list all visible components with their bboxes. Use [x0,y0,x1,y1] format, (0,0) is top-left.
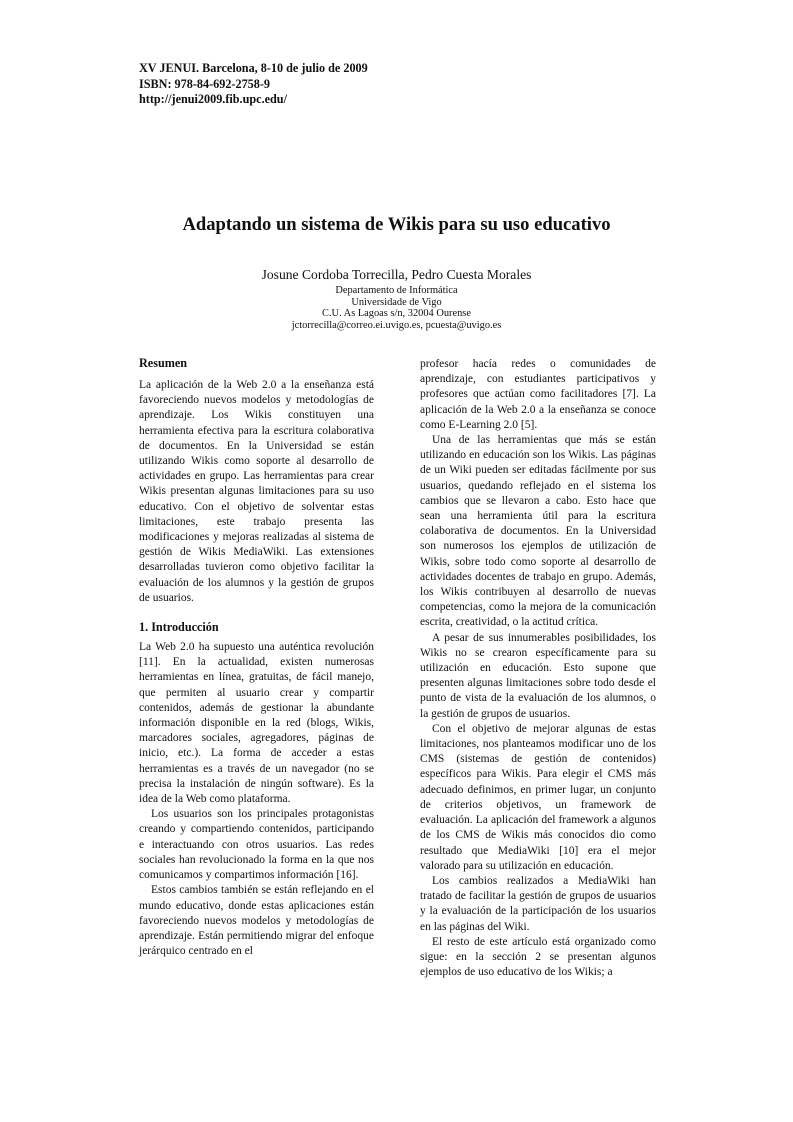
intro-heading: 1. Introducción [139,620,219,635]
department: Departamento de Informática [335,285,458,296]
authors: Josune Cordoba Torrecilla, Pedro Cuesta Morales [261,267,532,282]
body-paragraph-1: profesor hacía redes o comunidades de aprendizaje, con estudiantes participativos y profesores que actúan como facilitadores [7]. La aplicación de la Web 2.0 a la enseñanza se conoce como E-Learning 2.0 [5]. [420,358,656,431]
isbn: ISBN: 978-84-692-2758-9 [139,76,271,91]
abstract-text: La aplicación de la Web 2.0 a la enseñanza está favoreciendo nuevos modelos y metodologías de aprendizaje. Los Wikis constituyen una herramienta efectiva para la escritura colaborativa de documentos. En la Universidad se están utilizando Wikis como soporte al desarrollo de actividades en grupo. Las herramientas para crear Wikis presentan algunas limitaciones para su uso educativo. Con el objetivo de solventar estas limitaciones, este trabajo presenta las modificaciones y mejoras realizadas al sistema de gestión de Wikis MediaWiki. Las extensiones desarrolladas tuvieron como objetivo facilitar la evaluación de los alumnos y la gestión de grupos de usuarios. [139,379,374,604]
intro-paragraph-1: La Web 2.0 ha supuesto una auténtica revolución [11]. En la actualidad, existen numerosas herramientas en línea, gratuitas, de fácil manejo, que permiten al usuario crear y compartir contenidos, además de gestionar la abundante información disponible en la red (blogs, Wikis, marcadores sociales, agregadores, páginas de inicio, etc.). La forma de acceder a estas herramientas es a través de un navegador (no se precisa la instalación de ningún software). Es la idea de la Web como plataforma. [139,641,374,806]
conference-header [139,61,368,108]
paper-title: Adaptando un sistema de Wikis para su uso educativo [182,214,611,235]
address: C.U. As Lagoas s/n, 32004 Ourense [322,308,471,320]
body-paragraph-4: Con el objetivo de mejorar algunas de estas limitaciones, nos planteamos modificar uno de los CMS (sistemas de gestión de contenidos) específicos para Wikis. Para elegir el CMS más adecuado definimos, en primer lugar, un conjunto de criterios objetivos, un framework de evaluación. La aplicación del framework a algunos de los CMS de Wikis más conocidos dio como resultado que MediaWiki [10] era el mejor valorado para su utilización en educación. [420,722,656,872]
body-paragraph-2: Una de las herramientas que más se están utilizando en educación son los Wikis. Las páginas de un Wiki pueden ser editadas fácilmente por sus usuarios, quedando reflejado en el sistema los cambios que se llevaron a cabo. Esto hace que sean una herramienta útil para la escritura colaborativa de documentos. En la Universidad son numerosos los ejemplos de utilización de Wikis, sobre todo como soporte al desarrollo de actividades docentes de trabajo en grupo. Además, los Wikis contribuyen al desarrollo de nuevas competencias, como la mejora de la comunicación escrita, creatividad, o la actitud crítica. [420,434,656,629]
emails: jctorrecilla@correo.ei.uvigo.es, pcuesta@uvigo.es [291,320,502,332]
conference-url: http://jenui2009.fib.upc.edu/ [139,92,287,106]
intro-paragraph-2: Los usuarios son los principales protagonistas creando y compartiendo contenidos, participando e interactuando con otros usuarios. Las redes sociales han revolucionado la forma en la que nos comunicamos y compartimos información [16]. [139,808,374,882]
abstract-heading: Resumen [139,356,188,370]
body-paragraph-5: Los cambios realizados a MediaWiki han tratado de facilitar la gestión de grupos de usuarios y la evaluación de la participación de los usuarios en las páginas del Wiki. [420,874,656,933]
conference-name: XV JENUI. Barcelona, 8-10 de julio de 2009 [139,61,368,75]
left-column [139,356,374,959]
university: Universidade de Vigo [351,296,442,308]
intro-paragraph-3: Estos cambios también se están reflejando en el mundo educativo, donde estas aplicaciones están favoreciendo nuevos modelos y metodologías de aprendizaje. Están permitiendo migrar del enfoque jerárquico centrado en el [139,884,374,958]
affiliation [0,285,793,332]
right-column [420,357,656,980]
body-paragraph-6: El resto de este artículo está organizado como sigue: en la sección 2 se presentan algunos ejemplos de uso educativo de los Wikis; a [420,935,656,979]
body-paragraph-3: A pesar de sus innumerables posibilidades, los Wikis no se crearon específicamente para su utilización en educación. Esto supone que presenten algunas limitaciones sobre todo desde el punto de vista de la evaluación de los alumnos, o la gestión de grupos de usuarios. [420,631,656,720]
